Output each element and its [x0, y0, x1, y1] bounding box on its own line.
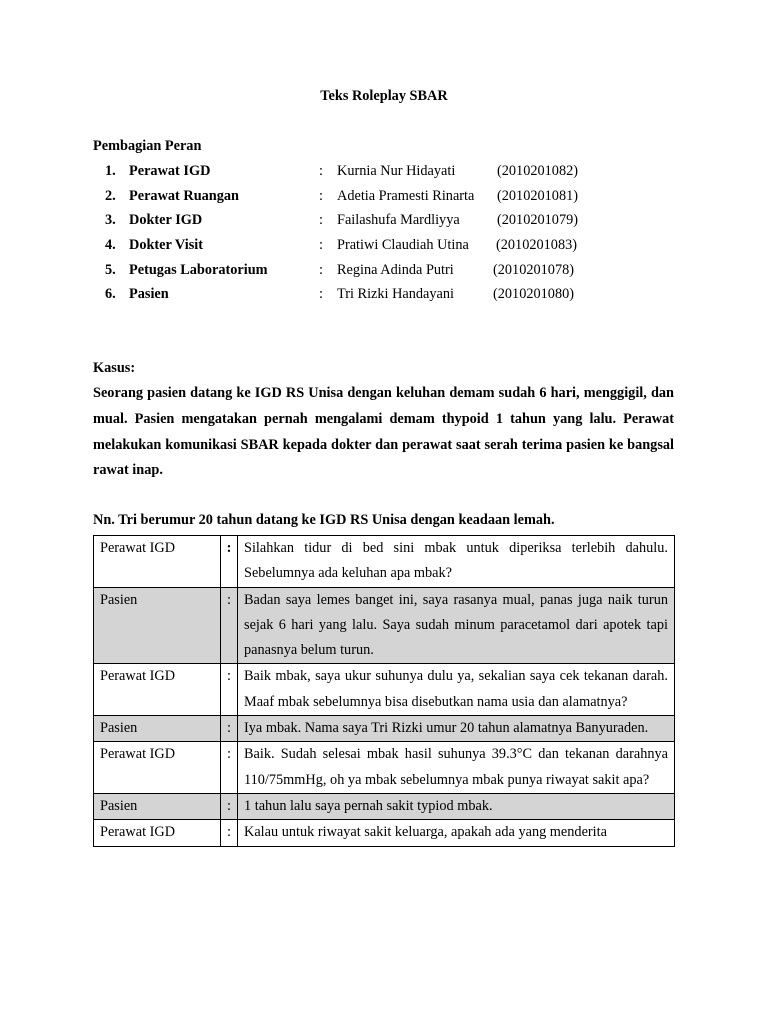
person-name: Tri Rizki Handayani [337, 286, 455, 303]
role-number: 5. [105, 261, 116, 278]
utterance-cell: Iya mbak. Nama saya Tri Rizki umur 20 tahun alamatnya Banyuraden. [238, 716, 675, 742]
speaker-cell: Perawat IGD [94, 536, 221, 588]
separator-cell: : [221, 716, 238, 742]
utterance-cell: Silahkan tidur di bed sini mbak untuk diperiksa terlebih dahulu. Sebelumnya ada keluhan apa mbak? [238, 536, 675, 588]
role-colon: : [319, 237, 323, 254]
role-name: Perawat IGD [129, 163, 211, 179]
role-colon: : [319, 261, 323, 278]
role-colon: : [319, 163, 323, 179]
roles-heading: Pembagian Peran [93, 138, 202, 154]
role-list [93, 159, 693, 307]
role-name: Dokter Visit [129, 237, 203, 254]
role-colon: : [319, 286, 323, 303]
role-colon: : [319, 212, 323, 229]
utterance-cell: Kalau untuk riwayat sakit keluarga, apakah ada yang menderita [238, 820, 675, 846]
dialog-table [93, 535, 675, 847]
student-id: (2010201081) [497, 187, 579, 204]
role-item [93, 184, 693, 209]
student-id: (2010201080) [493, 286, 575, 303]
speaker-cell: Pasien [94, 716, 221, 742]
student-id: (2010201079) [497, 212, 579, 229]
role-number: 6. [105, 286, 116, 303]
student-id: (2010201078) [493, 261, 575, 278]
role-number: 3. [105, 212, 116, 229]
case-heading: Kasus: [93, 360, 136, 376]
dialog-row [94, 536, 675, 588]
document-title: Teks Roleplay SBAR [320, 88, 448, 104]
role-number: 1. [105, 163, 116, 179]
speaker-cell: Pasien [94, 793, 221, 819]
dialog-row [94, 587, 675, 664]
dialog-row [94, 820, 675, 846]
utterance-cell: 1 tahun lalu saya pernah sakit typiod mbak. [238, 793, 675, 819]
dialog-row [94, 742, 675, 794]
utterance-cell: Baik. Sudah selesai mbak hasil suhunya 39.3°C dan tekanan darahnya 110/75mmHg, oh ya mbak sebelumnya mbak punya riwayat sakit apa? [238, 742, 675, 794]
separator-cell: : [221, 664, 238, 716]
scenario-intro: Nn. Tri berumur 20 tahun datang ke IGD RS Unisa dengan keadaan lemah. [93, 512, 555, 528]
student-id: (2010201083) [496, 237, 578, 254]
role-item [93, 258, 693, 283]
speaker-cell: Pasien [94, 587, 221, 664]
role-item [93, 282, 693, 307]
person-name: Failashufa Mardliyya [337, 212, 460, 229]
speaker-cell: Perawat IGD [94, 742, 221, 794]
role-colon: : [319, 187, 323, 204]
person-name: Kurnia Nur Hidayati [337, 163, 456, 179]
speaker-cell: Perawat IGD [94, 664, 221, 716]
utterance-cell: Baik mbak, saya ukur suhunya dulu ya, sekalian saya cek tekanan darah. Maaf mbak sebelumnya bisa disebutkan nama usia dan alamatnya? [238, 664, 675, 716]
separator-cell: : [221, 536, 238, 588]
role-name: Perawat Ruangan [129, 187, 240, 204]
role-name: Pasien [129, 286, 169, 303]
case-description: Seorang pasien datang ke IGD RS Unisa dengan keluhan demam sudah 6 hari, menggigil, dan mual. Pasien mengatakan pernah mengalami demam thypoid 1 tahun yang lalu. Perawat melakukan komunikasi SBAR kepada dokter dan perawat saat serah terima pasien ke bangsal rawat inap. [93, 385, 674, 479]
person-name: Regina Adinda Putri [337, 261, 454, 278]
role-item [93, 233, 693, 258]
dialog-row [94, 664, 675, 716]
person-name: Adetia Pramesti Rinarta [337, 187, 475, 204]
separator-cell: : [221, 742, 238, 794]
separator-cell: : [221, 587, 238, 664]
separator-cell: : [221, 793, 238, 819]
role-item [93, 159, 693, 184]
dialog-row [94, 716, 675, 742]
role-number: 4. [105, 237, 116, 254]
speaker-cell: Perawat IGD [94, 820, 221, 846]
separator-cell: : [221, 820, 238, 846]
dialog-row [94, 793, 675, 819]
role-item [93, 208, 693, 233]
student-id: (2010201082) [497, 163, 579, 179]
role-number: 2. [105, 187, 116, 204]
role-name: Petugas Laboratorium [129, 261, 268, 278]
role-name: Dokter IGD [129, 212, 203, 229]
person-name: Pratiwi Claudiah Utina [337, 237, 469, 254]
utterance-cell: Badan saya lemes banget ini, saya rasanya mual, panas juga naik turun sejak 6 hari yang lalu. Saya sudah minum paracetamol dari apotek tapi panasnya belum turun. [238, 587, 675, 664]
